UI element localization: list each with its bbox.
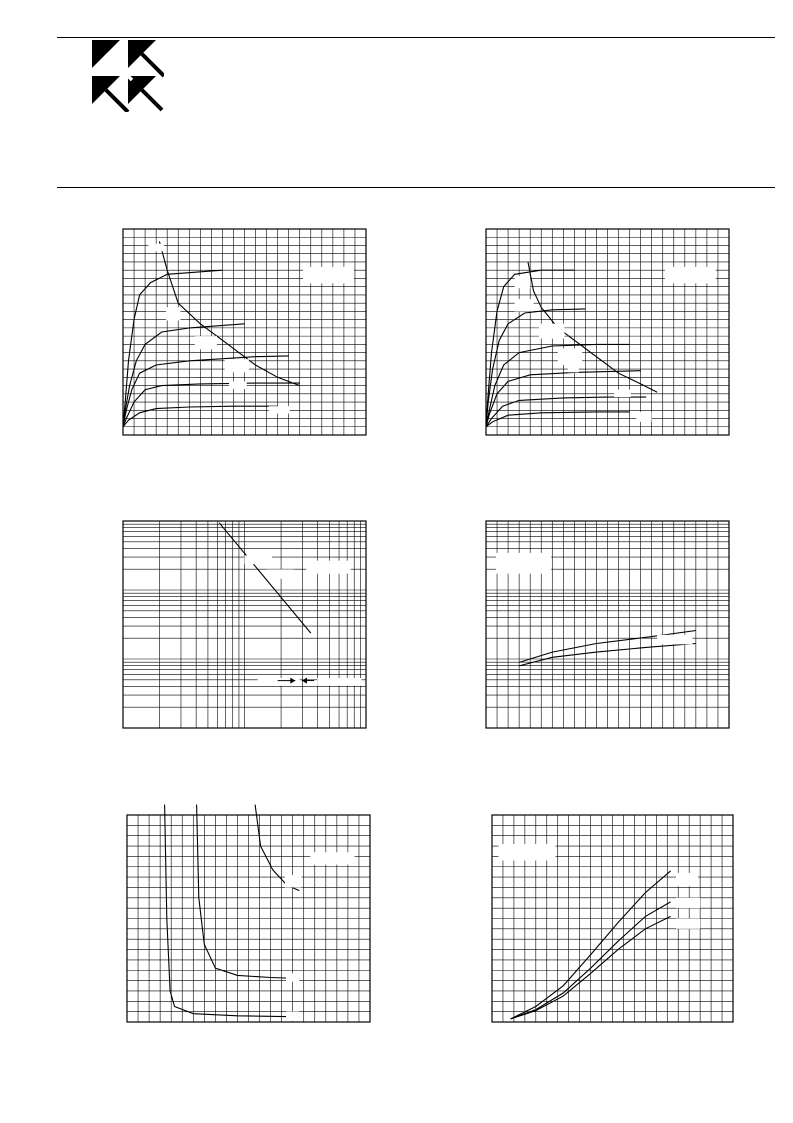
label-box: [558, 348, 582, 364]
top-rule: [57, 37, 775, 38]
label-box: [245, 556, 273, 565]
chart-grid: [123, 229, 366, 435]
label-box: [665, 267, 716, 283]
label-box: [195, 336, 217, 349]
company-logo: [92, 40, 164, 112]
data-curve: [165, 805, 300, 1017]
output-characteristics-chart-2: [486, 229, 729, 435]
label-box: [286, 973, 299, 981]
label-box: [267, 569, 295, 578]
label-box: [676, 919, 700, 929]
chart-grid: [486, 521, 729, 728]
label-box: [539, 324, 564, 339]
chart-grid: [486, 229, 729, 435]
output-characteristics-chart-1: [123, 229, 366, 435]
chart-grid: [123, 521, 366, 728]
label-box: [269, 406, 290, 413]
label-box: [310, 852, 354, 864]
chart-plot: [123, 521, 366, 728]
decay-chart: [127, 815, 370, 1022]
label-box: [285, 875, 302, 887]
label-box: [317, 678, 361, 686]
label-box: [568, 365, 579, 372]
label-box: [657, 635, 692, 644]
label-box: [515, 276, 530, 288]
semilog-chart: [486, 521, 729, 728]
chart-plot: [492, 815, 733, 1022]
label-box: [676, 898, 700, 908]
label-box: [166, 307, 180, 320]
data-curve: [486, 412, 630, 427]
label-box: [614, 390, 631, 397]
chart-plot: [486, 521, 729, 728]
header-rule: [57, 187, 775, 188]
data-curve: [123, 356, 289, 427]
log-log-chart: [123, 521, 366, 728]
label-box: [303, 267, 354, 283]
label-box: [229, 381, 247, 388]
label-box: [676, 873, 698, 886]
data-curve: [197, 805, 300, 979]
label-box: [148, 244, 163, 251]
label-box: [496, 553, 551, 574]
label-box: [286, 1012, 299, 1021]
chart-plot: [123, 229, 366, 435]
chart-plot: [486, 229, 729, 435]
data-curve: [123, 324, 245, 427]
label-box: [306, 561, 350, 574]
label-box: [515, 299, 534, 311]
label-box: [499, 844, 556, 861]
chart-plot: [127, 815, 370, 1022]
label-box: [636, 412, 651, 422]
rising-curves-chart: [492, 815, 733, 1022]
chart-grid: [127, 815, 370, 1022]
label-box: [258, 678, 300, 686]
label-box: [225, 359, 249, 372]
